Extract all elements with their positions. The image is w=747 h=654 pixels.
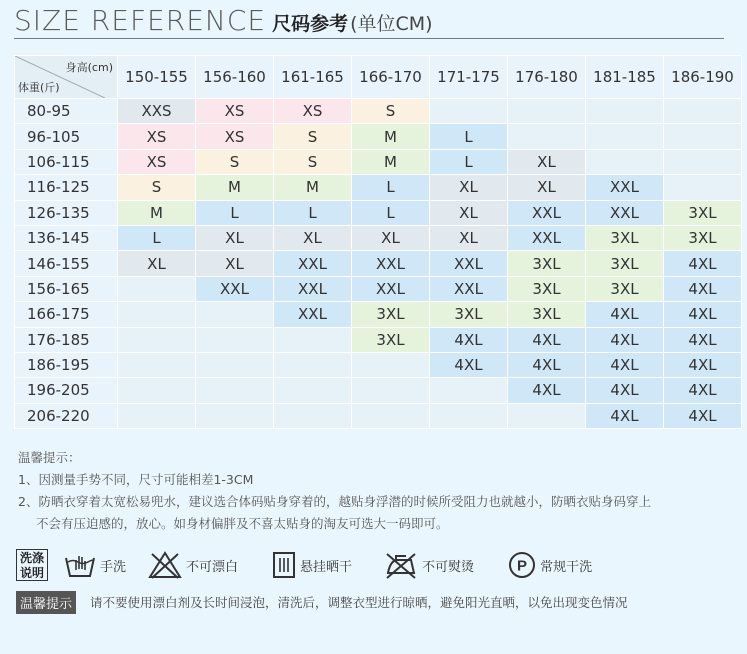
size-cell: XXS bbox=[118, 99, 196, 124]
size-cell: 4XL bbox=[586, 327, 664, 352]
size-cell: XXL bbox=[430, 276, 508, 301]
size-cell: XL bbox=[196, 251, 274, 276]
size-cell: 3XL bbox=[586, 251, 664, 276]
empty-cell bbox=[430, 403, 508, 428]
size-cell: XS bbox=[196, 124, 274, 149]
size-cell: L bbox=[430, 124, 508, 149]
notice-badge: 温馨提示 bbox=[16, 591, 76, 614]
size-cell: 3XL bbox=[352, 302, 430, 327]
table-row bbox=[15, 403, 742, 428]
title-unit: (单位CM) bbox=[350, 13, 433, 35]
weight-cell: 176-185 bbox=[15, 327, 118, 352]
empty-cell bbox=[196, 302, 274, 327]
size-cell: XXL bbox=[586, 200, 664, 225]
no-bleach-label: 不可漂白 bbox=[186, 559, 239, 575]
weight-cell: 166-175 bbox=[15, 302, 118, 327]
care-hang-dry bbox=[272, 550, 352, 580]
empty-cell bbox=[118, 352, 196, 377]
size-cell: M bbox=[274, 175, 352, 200]
hang-dry-label: 悬挂晒干 bbox=[300, 559, 353, 575]
empty-cell bbox=[196, 352, 274, 377]
size-cell: 3XL bbox=[508, 251, 586, 276]
table-row bbox=[15, 251, 742, 276]
size-cell: S bbox=[274, 124, 352, 149]
no-iron-label: 不可熨烫 bbox=[422, 559, 475, 575]
size-table bbox=[14, 55, 742, 429]
size-cell: XXL bbox=[508, 200, 586, 225]
empty-cell bbox=[118, 302, 196, 327]
tip-line-1: 1、因测量手势不同，尺寸可能相差1-3CM bbox=[18, 472, 254, 487]
size-cell: M bbox=[352, 149, 430, 174]
empty-cell bbox=[274, 327, 352, 352]
hand-wash-label: 手洗 bbox=[100, 559, 127, 575]
empty-cell bbox=[274, 378, 352, 403]
empty-cell bbox=[118, 403, 196, 428]
notice-text: 请不要使用漂白剂及长时间浸泡，清洗后，调整衣型进行晾晒，避免阳光直晒，以免出现变色情况 bbox=[90, 595, 628, 610]
care-no-iron bbox=[384, 550, 474, 580]
size-cell: 3XL bbox=[352, 327, 430, 352]
size-cell: 3XL bbox=[664, 200, 742, 225]
size-cell: 3XL bbox=[430, 302, 508, 327]
corner-cell bbox=[15, 56, 118, 99]
empty-cell bbox=[352, 352, 430, 377]
size-cell: XXL bbox=[274, 302, 352, 327]
tip-line-2: 2、防晒衣穿着太宽松易兜水，建议选合体码贴身穿着的，越贴身浮潜的时候所受阻力也就越小，防晒衣贴身码穿上 bbox=[18, 494, 651, 509]
empty-cell bbox=[586, 149, 664, 174]
empty-cell bbox=[430, 378, 508, 403]
size-cell: XXL bbox=[586, 175, 664, 200]
size-cell: 4XL bbox=[508, 378, 586, 403]
wash-tub-icon bbox=[64, 550, 96, 580]
size-cell: XS bbox=[196, 99, 274, 124]
size-cell: 3XL bbox=[508, 302, 586, 327]
height-header: 166-170 bbox=[352, 56, 430, 99]
empty-cell bbox=[196, 378, 274, 403]
size-cell: XL bbox=[430, 200, 508, 225]
empty-cell bbox=[430, 99, 508, 124]
size-cell: XL bbox=[430, 175, 508, 200]
empty-cell bbox=[118, 378, 196, 403]
weight-cell: 206-220 bbox=[15, 403, 118, 428]
size-cell: 4XL bbox=[664, 276, 742, 301]
weight-cell: 126-135 bbox=[15, 200, 118, 225]
size-cell: M bbox=[352, 124, 430, 149]
height-header: 161-165 bbox=[274, 56, 352, 99]
table-header-row bbox=[15, 56, 742, 99]
empty-cell bbox=[508, 124, 586, 149]
size-cell: XL bbox=[352, 225, 430, 250]
empty-cell bbox=[664, 149, 742, 174]
empty-cell bbox=[196, 327, 274, 352]
weight-cell: 146-155 bbox=[15, 251, 118, 276]
size-cell: M bbox=[196, 175, 274, 200]
table-row bbox=[15, 302, 742, 327]
size-cell: 4XL bbox=[664, 378, 742, 403]
table-row bbox=[15, 327, 742, 352]
table-row bbox=[15, 378, 742, 403]
title-en: SIZE REFERENCE bbox=[14, 4, 267, 37]
empty-cell bbox=[586, 124, 664, 149]
empty-cell bbox=[196, 403, 274, 428]
size-cell: M bbox=[118, 200, 196, 225]
height-header: 150-155 bbox=[118, 56, 196, 99]
size-cell: XL bbox=[274, 225, 352, 250]
size-cell: L bbox=[274, 200, 352, 225]
empty-cell bbox=[664, 175, 742, 200]
table-row bbox=[15, 124, 742, 149]
size-cell: XL bbox=[508, 175, 586, 200]
size-cell: 4XL bbox=[586, 302, 664, 327]
height-axis-label: 身高(cm) bbox=[65, 61, 113, 74]
table-row bbox=[15, 149, 742, 174]
size-cell: L bbox=[352, 200, 430, 225]
empty-cell bbox=[352, 378, 430, 403]
empty-cell bbox=[664, 124, 742, 149]
empty-cell bbox=[508, 403, 586, 428]
size-cell: XXL bbox=[274, 276, 352, 301]
care-box-line-2: 说明 bbox=[19, 566, 44, 580]
size-cell: 4XL bbox=[430, 352, 508, 377]
tips-title: 温馨提示： bbox=[18, 450, 81, 465]
table-row bbox=[15, 276, 742, 301]
weight-cell: 106-115 bbox=[15, 149, 118, 174]
size-cell: L bbox=[118, 225, 196, 250]
weight-cell: 156-165 bbox=[15, 276, 118, 301]
table-row bbox=[15, 352, 742, 377]
size-cell: 3XL bbox=[508, 276, 586, 301]
size-cell: XL bbox=[196, 225, 274, 250]
size-cell: 4XL bbox=[664, 327, 742, 352]
size-cell: 4XL bbox=[586, 352, 664, 377]
size-cell: 4XL bbox=[586, 378, 664, 403]
size-cell: XL bbox=[508, 149, 586, 174]
weight-cell: 96-105 bbox=[15, 124, 118, 149]
size-cell: 4XL bbox=[508, 327, 586, 352]
size-cell: XXL bbox=[196, 276, 274, 301]
empty-cell bbox=[508, 99, 586, 124]
size-cell: XL bbox=[118, 251, 196, 276]
size-table-body bbox=[15, 99, 742, 429]
size-cell: L bbox=[196, 200, 274, 225]
empty-cell bbox=[274, 403, 352, 428]
table-row bbox=[15, 200, 742, 225]
weight-cell: 136-145 bbox=[15, 225, 118, 250]
size-cell: 3XL bbox=[586, 225, 664, 250]
weight-cell: 186-195 bbox=[15, 352, 118, 377]
height-header: 181-185 bbox=[586, 56, 664, 99]
size-cell: 4XL bbox=[508, 352, 586, 377]
dry-clean-letter: P bbox=[517, 557, 528, 575]
size-cell: 4XL bbox=[664, 251, 742, 276]
size-cell: XXL bbox=[274, 251, 352, 276]
size-cell: XL bbox=[430, 225, 508, 250]
size-cell: 4XL bbox=[664, 403, 742, 428]
size-cell: S bbox=[196, 149, 274, 174]
height-header: 186-190 bbox=[664, 56, 742, 99]
weight-axis-label: 体重(斤) bbox=[18, 81, 60, 94]
size-cell: S bbox=[352, 99, 430, 124]
size-cell: 4XL bbox=[664, 302, 742, 327]
weight-cell: 116-125 bbox=[15, 175, 118, 200]
size-cell: 4XL bbox=[586, 403, 664, 428]
empty-cell bbox=[118, 327, 196, 352]
table-row bbox=[15, 175, 742, 200]
size-cell: S bbox=[118, 175, 196, 200]
height-header: 171-175 bbox=[430, 56, 508, 99]
tip-line-3: 不会有压迫感的，放心。如身材偏胖及不喜太贴身的淘友可选大一码即可。 bbox=[36, 516, 449, 531]
care-no-bleach bbox=[148, 550, 238, 580]
dry-clean-label: 常规干洗 bbox=[540, 559, 593, 575]
care-label-box bbox=[16, 549, 48, 581]
size-cell: L bbox=[430, 149, 508, 174]
care-box-line-1: 洗涤 bbox=[19, 551, 44, 565]
table-row bbox=[15, 225, 742, 250]
table-row bbox=[15, 99, 742, 124]
dry-clean-icon bbox=[508, 551, 536, 579]
empty-cell bbox=[586, 99, 664, 124]
weight-cell: 80-95 bbox=[15, 99, 118, 124]
size-cell: 4XL bbox=[664, 352, 742, 377]
no-iron-icon bbox=[384, 550, 418, 580]
size-cell: XS bbox=[118, 124, 196, 149]
size-cell: XS bbox=[274, 99, 352, 124]
title-cn: 尺码参考 bbox=[272, 13, 349, 35]
empty-cell bbox=[274, 352, 352, 377]
hang-dry-icon bbox=[272, 550, 296, 580]
height-header: 156-160 bbox=[196, 56, 274, 99]
size-cell: 3XL bbox=[664, 225, 742, 250]
empty-cell bbox=[664, 99, 742, 124]
size-cell: XXL bbox=[430, 251, 508, 276]
empty-cell bbox=[352, 403, 430, 428]
size-cell: 3XL bbox=[586, 276, 664, 301]
size-cell: XS bbox=[118, 149, 196, 174]
size-cell: L bbox=[352, 175, 430, 200]
size-cell: 4XL bbox=[430, 327, 508, 352]
header-divider bbox=[14, 38, 724, 39]
empty-cell bbox=[118, 276, 196, 301]
care-instructions bbox=[16, 547, 592, 583]
care-dry-clean bbox=[508, 551, 592, 579]
size-cell: S bbox=[274, 149, 352, 174]
weight-cell: 196-205 bbox=[15, 378, 118, 403]
no-bleach-icon bbox=[148, 550, 182, 580]
size-cell: XXL bbox=[352, 251, 430, 276]
height-header: 176-180 bbox=[508, 56, 586, 99]
care-hand-wash bbox=[64, 550, 126, 580]
page-header bbox=[14, 4, 433, 38]
size-cell: XXL bbox=[352, 276, 430, 301]
size-cell: XXL bbox=[508, 225, 586, 250]
